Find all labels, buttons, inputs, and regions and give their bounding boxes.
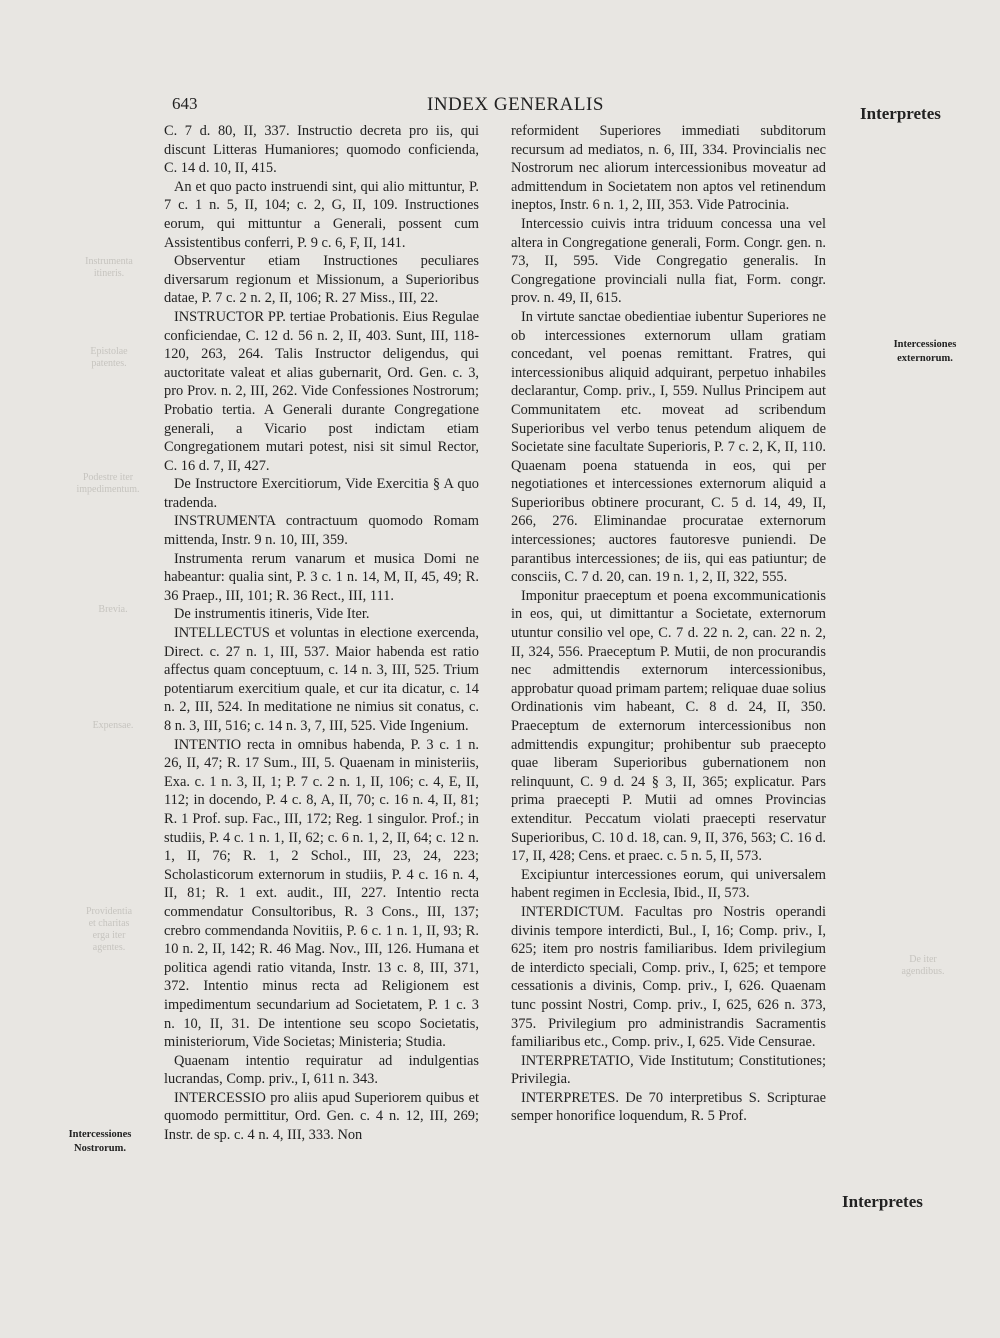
margin-note-line: Intercessiones — [893, 339, 957, 350]
paragraph: Quaenam intentio requiratur ad indulgentias lucrandas, Comp. priv., I, 611 n. 343. — [164, 1052, 479, 1088]
catchword-top: Interpretes — [860, 104, 941, 123]
paragraph: Intercessio cuivis intra triduum concessa una vel altera in Congregatione generali, Form. Congr. gen. n. 73, II, 595. Vide Congregatio generalis. In Congregatione provinciali nulla fiat, Form. congr. prov. n. 49, II, 615. — [511, 215, 826, 307]
paragraph: Instrumenta rerum vanarum et musica Domi ne habeantur: qualia sint, P. 3 c. 1 n. 14, M, II, 45, 49; R. 36 Praep., III, 101; R. 36 Rect., III, 111. — [164, 550, 479, 604]
paragraph: An et quo pacto instruendi sint, qui alio mittuntur, P. 7 c. 1 n. 5, II, 104; c. 2, G, II, 109. Instructiones eorum, qui mittuntur a Generali, possent cum Assistentibus conferri, P. 9 c. 6, F, II, 141. — [164, 178, 479, 251]
paragraph: INSTRUMENTA contractuum quomodo Romam mittenda, Instr. 9 n. 10, III, 359. — [164, 513, 479, 549]
paragraph: INTENTIO recta in omnibus habenda, P. 3 c. 1 n. 26, II, 47; R. 17 Sum., III, 5. Quaenam in ministeriis, Exa. c. 1 n. 3, II, 1; P. 7 c. 2 n. 1, II, 106; c. 4, E, II, 112; in docendo, P. 4 c. 8, A, II, 70; c. 16 n. 4, II, 81; R. 1 Prof. sup. Fac., III, 172; Reg. 1 singulor. Prof.; in studiis, P. 4 c. 1 n. 1, II, 62; c. 6 n. 1, 2, II, 64; c. 12 n. 1, II, 76; R. 1, 2 Schol., III, 23, 24, 223; Scholasticorum externorum in studiis, P. 4 c. 16 n. 4, II, 81; R. 1 ext. audit., III, 227. Intentio recta commendatur Consultoribus, R. 3 Cons., III, 137; crebro commendanda Novitiis, P. 6 c. 1 n. 1, II, 93; R. 10 n. 2, II, 142; R. 46 Mag. Nov., III, 126. Humana et politica agendi ratio vitanda, Instr. 13 c. 8, III, 371, 372. Intentio minus recta ad Religionem est impedimentum secundarium ad Societatem, P. 1 c. 3 n. 10, II, 31. De intentione seu scopo Societatis, ministeriorum, Vide Societas; Ministeria; Studia. — [164, 736, 479, 1051]
paragraph: INTERDICTUM. Facultas pro Nostris operandi divinis tempore interdicti, Bul., I, 16; Comp. priv., I, 625; item pro nostris familiaribus. Idem privilegium de interdicto speciali, Comp. priv., I, 625; et tempore cessationis a divinis, Comp. priv., I, 626. Quaenam tunc possint Nostri, Comp. priv., I, 625, 626 n. 373, 375. Privilegium pro administrandis Sacramentis familiaribus etc., Comp. priv., I, 625. Vide Censurae. — [511, 903, 826, 1051]
paragraph: De instrumentis itineris, Vide Iter. — [174, 606, 370, 623]
paragraph: De Instructore Exercitiorum, Vide Exercitia § A quo tradenda. — [164, 476, 479, 511]
paragraph: INSTRUCTOR PP. tertiae Probationis. Eius Regulae conficiendae, C. 12 d. 56 n. 2, II, 403. Sunt, III, 118-120, 263, 264. Talis Instructor deligendus, qui auctoritate valeat et alias gubernarit, Ord. Gen. c. 3, pro Prov. n. 2, III, 262. Vide Confessiones Nostrorum; Probatio tertia. A Generali durante Congregatione generali, a Vicario post indictam etiam Congregationem mutari potest, nisi sit simul Rector, C. 16 d. 7, II, 427. — [164, 308, 479, 474]
show-through-brevia: Brevia. — [98, 604, 128, 615]
margin-note-line: externorum. — [897, 353, 953, 364]
show-through-podestra: Podestre iter impedimentum. — [76, 472, 140, 495]
show-through-providentia: Providentia et charitas erga iter agentes. — [85, 906, 133, 953]
show-through-epistolae: Epistolae patentes. — [90, 346, 128, 369]
running-title: INDEX GENERALIS — [427, 94, 604, 115]
show-through-de-iter: De iter agendibus. — [901, 954, 945, 977]
margin-note-line: Intercessiones — [68, 1129, 132, 1140]
paragraph: INTERPRETES. De 70 interpretibus S. Scripturae semper honorifice loquendum, R. 5 Prof. — [511, 1089, 826, 1125]
left-column — [164, 122, 479, 1145]
show-through-expensae: Expensae. — [92, 720, 134, 731]
margin-note-intercessiones-externorum — [860, 338, 990, 366]
catchword-bottom: Interpretes — [842, 1192, 923, 1211]
paragraph: INTERPRETATIO, Vide Institutum; Constitutiones; Privilegia. — [511, 1052, 826, 1088]
paragraph: INTERCESSIO pro aliis apud Superiorem quibus et quomodo permittitur, Ord. Gen. c. 4 n. 12, III, 269; Instr. de sp. c. 4 n. 4, III, 333. Non — [164, 1089, 479, 1144]
right-column — [511, 122, 826, 1126]
paragraph: In virtute sanctae obedientiae iubentur Superiores ne ob intercessiones externorum ullam gratiam concedant, vel poenas remittant. Fratres, qui intercessionibus aliquid adquirant, perpetuo inhabiles declarantur, Comp. priv., I, 559. Nullus Principem aut Communitatem etc. moveat ad scribendum Superioribus vel verbo tenus petendum aliquem de Societate sine facultate Superioris, P. 7 c. 2, K, II, 110. Quaenam poena statuenda in eos, qui per negotiationes et intercessiones externorum aliquid a Superioribus obtinere procurant, C. 5 d. 14, 49, II, 266, 276. Eliminandae procuratae externorum intercessiones; auctores fautoresve puniendi. De parantibus intercessiones; de iis, qui eas patiuntur; de consciis, C. 7 d. 20, can. 19 n. 1, 2, II, 322, 555. — [511, 308, 826, 586]
paragraph: Observentur etiam Instructiones peculiares diversarum regionum et Missionum, a Superioribus datae, P. 7 c. 2 n. 2, II, 106; R. 27 Miss., III, 22. — [164, 253, 479, 307]
margin-note-line: Nostrorum. — [73, 1143, 126, 1154]
paragraph: Imponitur praeceptum et poena excommunicationis in eos, qui, ut dimittantur a Societate, externorum utuntur consilio vel ope, C. 7 d. 22 n. 2, can. 22 n. 2, II, 324, 556. Praeceptum P. Mutii, de non procurandis nec admittendis externorum intercessionibus, approbatur quoad primam partem; reliquae duae solius Ordinationis vim habeant, C. 8 d. 24, II, 350. Praeceptum de externorum intercessionibus non admittendis expungitur; prohibentur sub praecepto quae liberam Superioribus gubernationem non relinquunt, C. 9 d. 24 § 3, II, 365; explicatur. Pars prima praecepti P. Mutii ad omnes Provincias extenditur. Peccatum violati praecepti reservatur Superioribus, C. 10 d. 18, can. 9, II, 376, 563; C. 16 d. 17, II, 428; Cens. et praec. c. 5 n. 5, II, 573. — [511, 587, 826, 865]
paragraph: C. 7 d. 80, II, 337. Instructio decreta pro iis, qui discunt Litteras Humaniores; quomodo conficienda, C. 14 d. 10, II, 415. — [164, 123, 479, 177]
show-through-instrumenta: Instrumenta itineris. — [85, 256, 133, 279]
margin-note-intercessiones-nostrorum — [40, 1128, 160, 1156]
paragraph: reformident Superiores immediati subditorum recursum ad mediatos, n. 6, III, 334. Provincialis nec Nostrorum nec aliorum intercessionibus moveatur ad admittendum in Societatem non aptos vel retinendum ineptos, Instr. 6 n. 1, 2, III, 353. Vide Patrocinia. — [511, 123, 826, 214]
paragraph: Excipiuntur intercessiones eorum, qui universalem habent regimen in Ecclesia, Ibid., II, 573. — [511, 866, 826, 902]
page-number: 643 — [172, 94, 198, 113]
paragraph: INTELLECTUS et voluntas in electione exercenda, Direct. c. 27 n. 1, III, 537. Maior habenda est ratio affectus quam conceptuum, c. 14 n. 3, III, 525. Trium potentiarum exercitium quale, et cur ita dicatur, c. 14 n. 2, III, 524. In meditatione ne nimius sit conatus, c. 8 n. 3, III, 516; c. 14 n. 3, 7, III, 525. Vide Ingenium. — [164, 625, 479, 734]
